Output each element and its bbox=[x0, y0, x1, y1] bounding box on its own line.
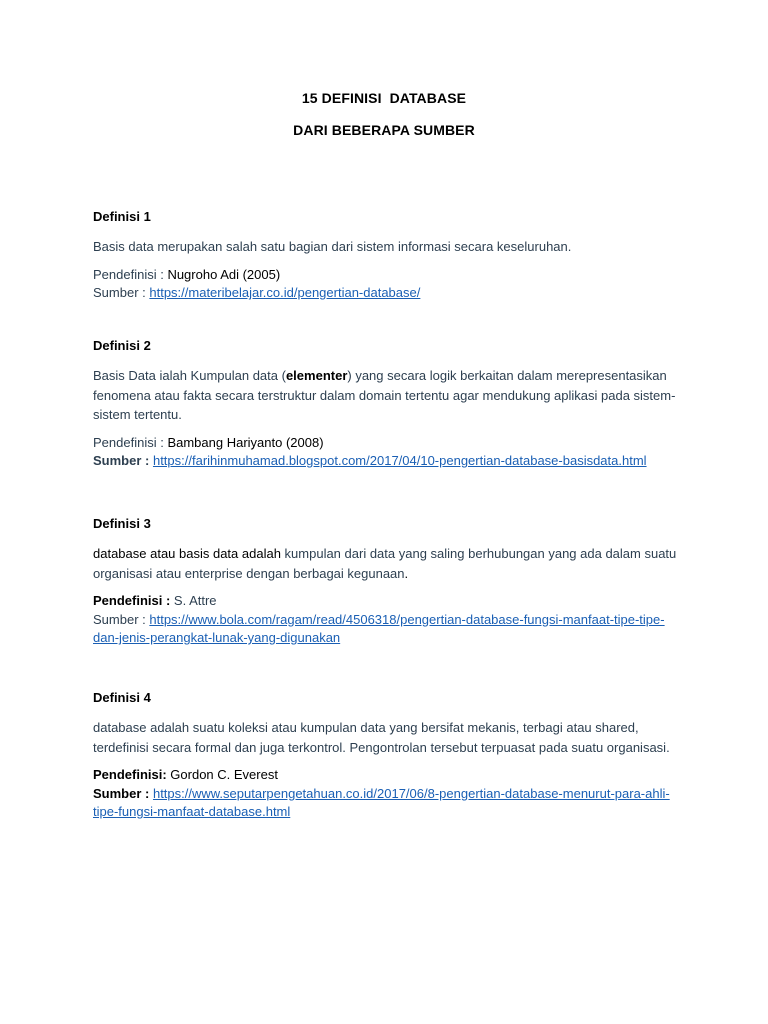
definition-text-start: Basis Data ialah Kumpulan data ( bbox=[93, 368, 286, 383]
definition-text-end: . bbox=[404, 565, 409, 581]
definition-text: database adalah suatu koleksi atau kumpulan data yang bersifat mekanis, terbagi atau shared, terdefinisi secara formal dan juga terkontrol. Pengontrolan tersebut terpuasat pada suatu organisasi. bbox=[93, 720, 670, 755]
author-label: Pendefinisi : bbox=[93, 593, 174, 608]
source-label: Sumber : bbox=[93, 285, 150, 300]
definition-heading: Definisi 3 bbox=[93, 516, 151, 531]
source-label: Sumber : bbox=[93, 611, 150, 627]
source-line bbox=[93, 284, 683, 303]
source-label: Sumber : bbox=[93, 785, 153, 801]
definition-text-end: ) yang secara logik berkaitan dalam merepresentasikan fenomena atau fakta secara terstruktur dalam domain tertentu agar mendukung aplikasi pada sistem-sistem tertentu. bbox=[93, 368, 676, 422]
source-link[interactable]: https://www.seputarpengetahuan.co.id/2017/06/8-pengertian-database-menurut-para-ahli-tipe-fungsi-manfaat-database.html bbox=[93, 785, 670, 819]
author-name: Gordon C. Everest bbox=[170, 767, 278, 782]
author-name: S. Attre bbox=[173, 593, 217, 608]
source-line bbox=[93, 611, 683, 648]
source-line bbox=[93, 785, 683, 822]
source-link[interactable]: https://farihinmuhamad.blogspot.com/2017/04/10-pengertian-database-basisdata.html bbox=[152, 453, 647, 468]
definition-1 bbox=[93, 208, 683, 303]
author-line bbox=[93, 766, 683, 785]
definition-text: Basis data merupakan salah satu bagian dari sistem informasi secara keseluruhan. bbox=[93, 239, 572, 254]
document-title: 15 DEFINISI DATABASE bbox=[301, 90, 467, 106]
author-name: Nugroho Adi (2005) bbox=[167, 266, 281, 282]
definition-2 bbox=[93, 337, 683, 471]
author-label: Pendefinisi : bbox=[93, 266, 168, 282]
definition-text-rest: kumpulan dari data yang saling berhubungan yang ada dalam suatu organisasi atau enterprise dengan berbagai kegunaan bbox=[93, 546, 677, 581]
author-line bbox=[93, 592, 683, 611]
author-line bbox=[93, 266, 683, 285]
definition-heading: Definisi 2 bbox=[93, 338, 151, 353]
author-label: Pendefinisi: bbox=[93, 767, 171, 782]
source-line bbox=[93, 452, 683, 471]
definition-4 bbox=[93, 689, 683, 822]
author-name: Bambang Hariyanto (2008) bbox=[167, 434, 324, 450]
definition-keyword: elementer bbox=[285, 368, 348, 383]
definition-text bbox=[93, 544, 683, 583]
author-label: Pendefinisi : bbox=[93, 434, 168, 450]
definition-keyword: database atau basis data adalah bbox=[93, 546, 281, 561]
definition-heading: Definisi 1 bbox=[93, 209, 151, 224]
document-subtitle: DARI BEBERAPA SUMBER bbox=[293, 122, 475, 138]
source-label: Sumber : bbox=[93, 453, 153, 468]
source-link[interactable]: https://www.bola.com/ragam/read/4506318/pengertian-database-fungsi-manfaat-tipe-tipe-dan-jenis-perangkat-lunak-yang-digunakan bbox=[93, 611, 665, 645]
definition-heading: Definisi 4 bbox=[93, 690, 151, 705]
author-line bbox=[93, 434, 683, 453]
source-link[interactable]: https://materibelajar.co.id/pengertian-database/ bbox=[149, 285, 421, 300]
definition-3 bbox=[93, 515, 683, 648]
definition-text bbox=[93, 366, 683, 425]
